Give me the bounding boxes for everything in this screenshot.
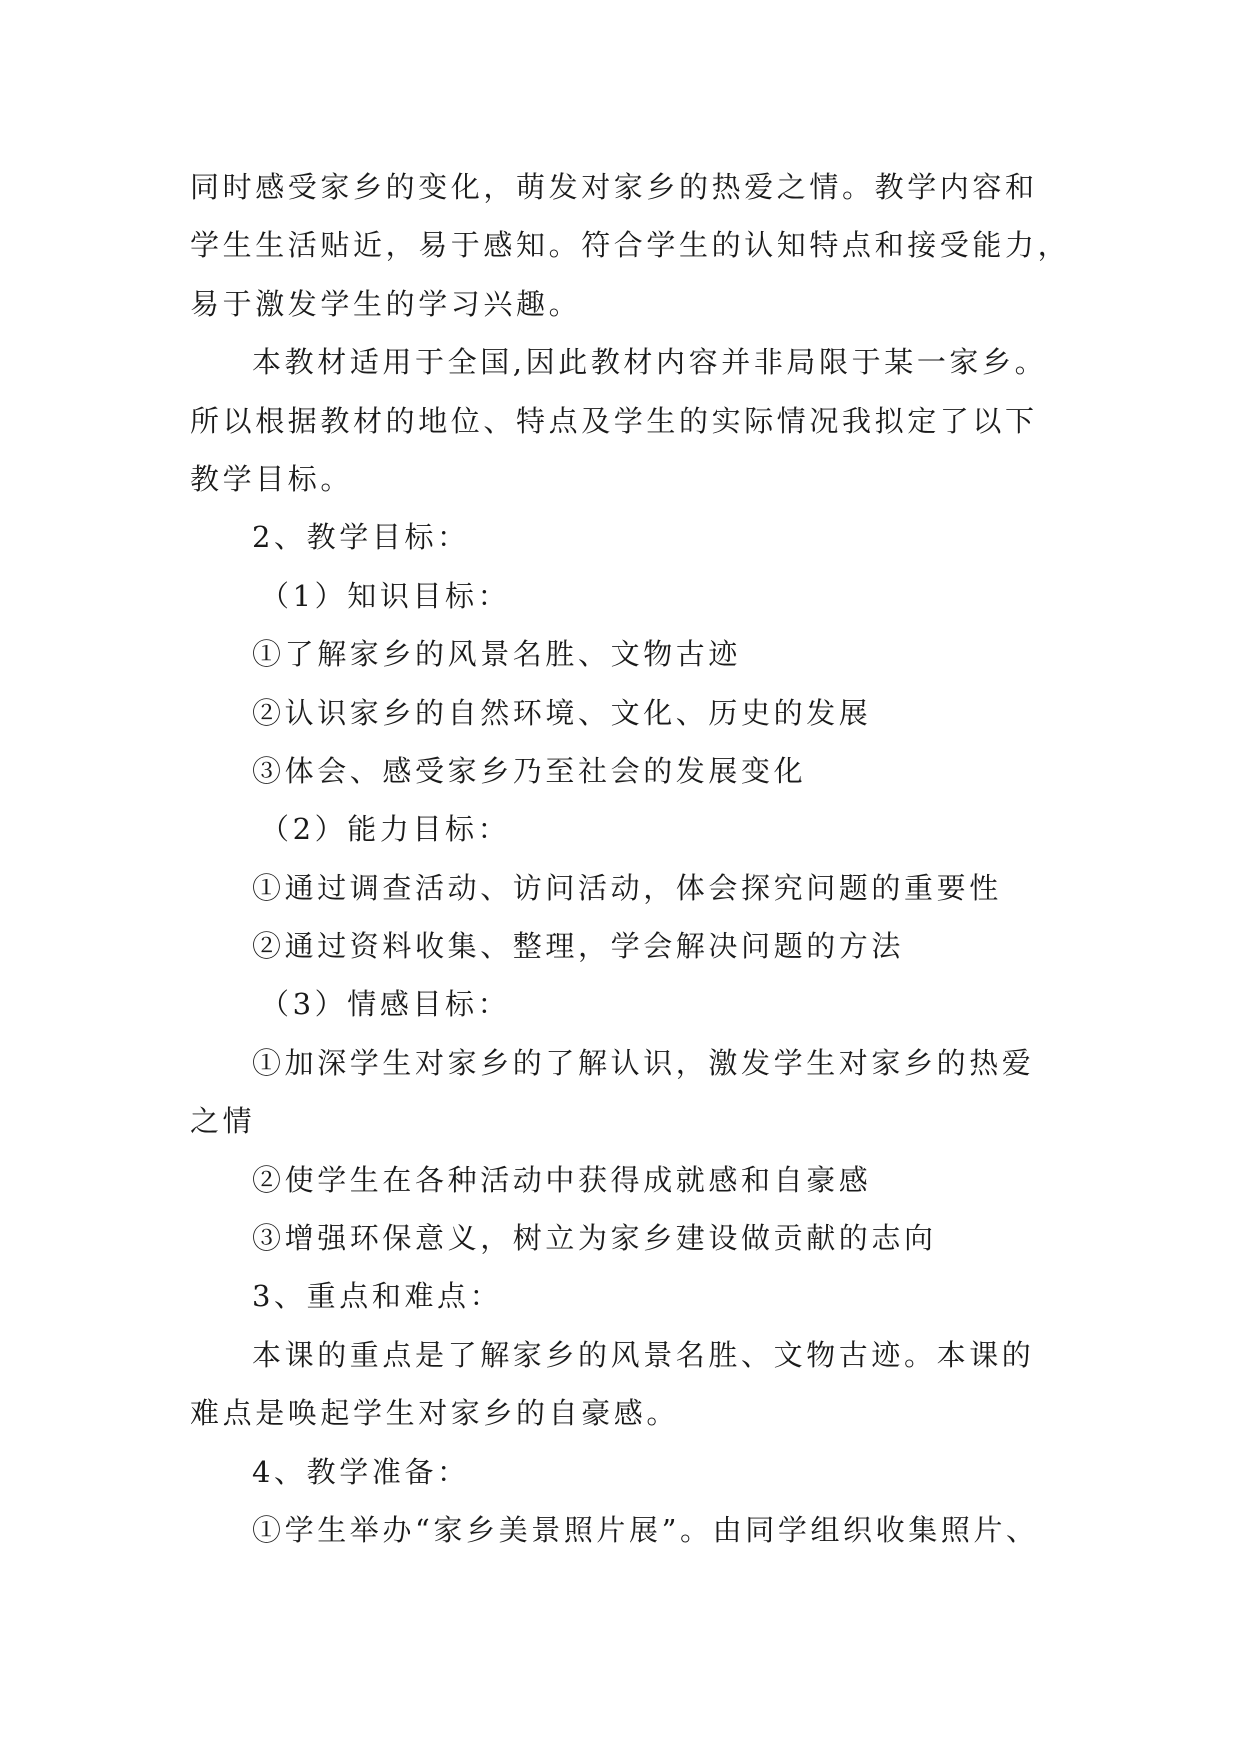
- list-item: ②使学生在各种活动中获得成就感和自豪感: [252, 1162, 872, 1197]
- subsection-heading: （1）知识目标：: [260, 578, 511, 613]
- list-item: ③增强环保意义，树立为家乡建设做贡献的志向: [252, 1221, 937, 1256]
- document-body: [190, 158, 1070, 1559]
- paragraph-line: 易于激发学生的学习兴趣。: [190, 286, 582, 321]
- paragraph-line: 难点是唤起学生对家乡的自豪感。: [190, 1396, 680, 1431]
- list-item: ①了解家乡的风景名胜、文物古迹: [252, 637, 742, 672]
- paragraph-line: 同时感受家乡的变化，萌发对家乡的热爱之情。教学内容和: [190, 170, 1038, 204]
- list-item: ②认识家乡的自然环境、文化、历史的发展: [252, 695, 872, 730]
- list-item: ②通过资料收集、整理，学会解决问题的方法: [252, 929, 905, 964]
- list-item: ①学生举办“家乡美景照片展”。由同学组织收集照片、: [252, 1512, 1039, 1547]
- list-item: ①通过调查活动、访问活动，体会探究问题的重要性: [252, 870, 1002, 905]
- paragraph-line: 本课的重点是了解家乡的风景名胜、文物古迹。本课的: [252, 1337, 1035, 1372]
- paragraph-line: 教学目标。: [190, 461, 354, 496]
- section-heading: 2、教学目标：: [252, 520, 470, 555]
- paragraph-line: 学生生活贴近，易于感知。符合学生的认知特点和接受能力，: [190, 228, 1071, 263]
- section-heading: 3、重点和难点：: [252, 1279, 503, 1314]
- list-item-continuation: 之情: [190, 1104, 256, 1139]
- paragraph-line: 所以根据教材的地位、特点及学生的实际情况我拟定了以下: [190, 403, 1038, 438]
- subsection-heading: （2）能力目标：: [260, 812, 511, 847]
- section-heading: 4、教学准备：: [252, 1454, 470, 1489]
- list-item: ①加深学生对家乡的了解认识，激发学生对家乡的热爱: [252, 1045, 1035, 1080]
- list-item: ③体会、感受家乡乃至社会的发展变化: [252, 753, 807, 788]
- paragraph-line: 本教材适用于全国,因此教材内容并非局限于某一家乡。: [252, 345, 1048, 380]
- subsection-heading: （3）情感目标：: [260, 987, 511, 1022]
